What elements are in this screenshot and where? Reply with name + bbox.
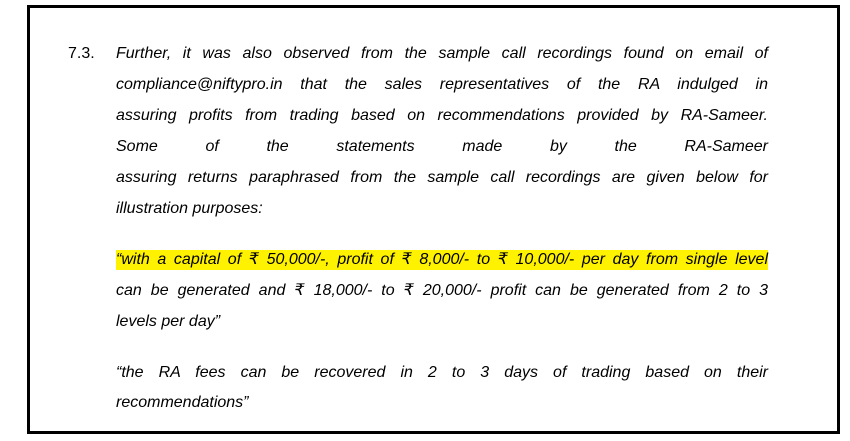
quote-1-line-3: levels per day” [116,313,221,330]
quote-2-line-1: “the RA fees can be recovered in 2 to 3 days of trading based on their [116,364,768,381]
section-number: 7.3. [68,45,95,62]
quote-1-line-1: “with a capital of ₹ 50,000/-, profit of ₹ 8,000/- to ₹ 10,000/- per day from single level [116,251,768,268]
paragraph-line-5: assuring returns paraphrased from the sample call recordings are given below for [116,169,768,186]
paragraph-line-6: illustration purposes: [116,200,263,217]
paragraph-line-4: Some of the statements made by the RA-Sameer [116,138,768,155]
paragraph-line-3: assuring profits from trading based on recommendations provided by RA-Sameer. [116,107,768,124]
paragraph-line-2: compliance@niftypro.in that the sales representatives of the RA indulged in [116,76,768,93]
paragraph-line-1: Further, it was also observed from the sample call recordings found on email of [116,45,768,62]
quote-2-line-2: recommendations” [116,394,249,411]
quote-1-line-2: can be generated and ₹ 18,000/- to ₹ 20,000/- profit can be generated from 2 to 3 [116,282,768,299]
